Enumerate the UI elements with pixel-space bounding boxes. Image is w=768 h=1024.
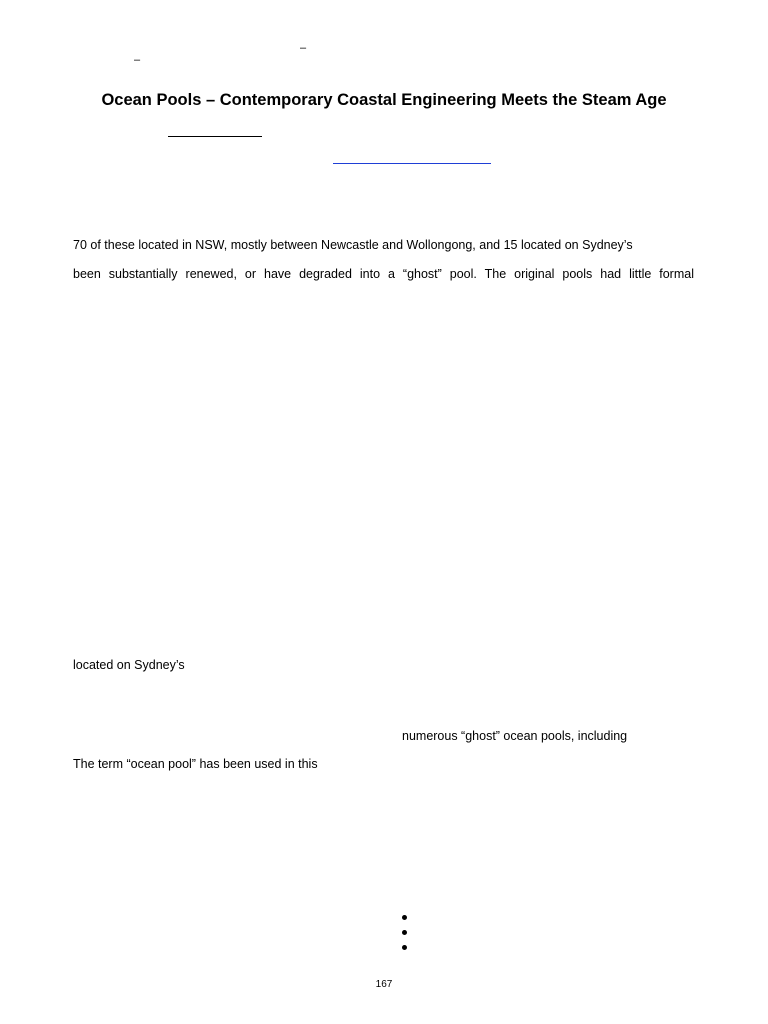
- body-line: 70 of these located in NSW, mostly between Newcastle and Wollongong, and 15 located on Sydney’s: [73, 238, 633, 252]
- body-line: numerous “ghost” ocean pools, including: [402, 729, 628, 743]
- bullet-marker: [402, 915, 407, 920]
- body-line: located on Sydney’s: [73, 658, 185, 672]
- paper-title: Ocean Pools – Contemporary Coastal Engineering Meets the Steam Age: [101, 91, 667, 109]
- body-line: been substantially renewed, or have degraded into a “ghost” pool. The original pools had little formal: [73, 267, 694, 281]
- body-line: The term “ocean pool” has been used in this: [73, 757, 318, 771]
- header-dash: –: [134, 54, 141, 66]
- page-number: 167: [375, 979, 393, 990]
- bullet-marker: [402, 930, 407, 935]
- header-dash: –: [300, 42, 307, 54]
- hyperlink-underline[interactable]: [333, 163, 491, 164]
- underline-rule: [168, 136, 262, 137]
- bullet-marker: [402, 945, 407, 950]
